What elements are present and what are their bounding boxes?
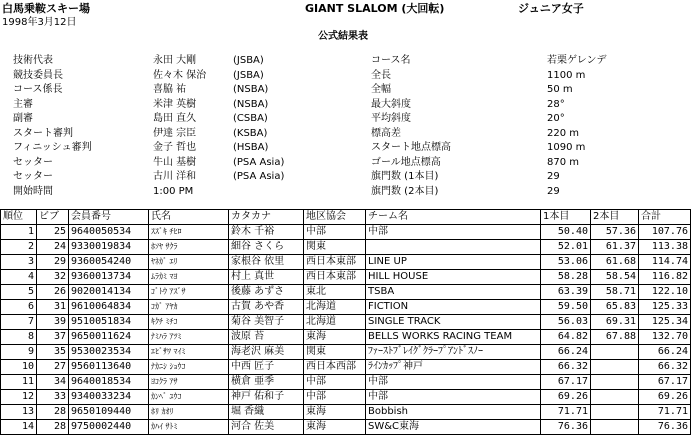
cell-member-no: 9330019834 bbox=[69, 240, 149, 255]
cell-team: 中部 bbox=[366, 225, 541, 240]
cell-region: 西日本東部 bbox=[304, 270, 366, 285]
cell-run1: 59.50 bbox=[541, 300, 591, 315]
cell-name: 後藤 あずさ bbox=[229, 285, 304, 300]
results-table bbox=[0, 209, 691, 435]
cell-name: 海老沢 麻美 bbox=[229, 345, 304, 360]
table-row bbox=[1, 360, 691, 375]
official-association: (NSBA) bbox=[233, 84, 269, 95]
info-row bbox=[13, 69, 693, 84]
cell-rank: 12 bbox=[1, 390, 37, 405]
course-attr-value: 870 m bbox=[547, 156, 580, 168]
cell-total: 107.76 bbox=[639, 225, 691, 240]
course-attr-label: 全幅 bbox=[371, 84, 391, 95]
cell-name: 家根谷 依里 bbox=[229, 255, 304, 270]
official-name: 古川 洋和 bbox=[153, 171, 197, 182]
official-role: セッター bbox=[13, 156, 53, 168]
official-name: 米津 英樹 bbox=[153, 98, 197, 110]
official-name: 金子 哲也 bbox=[153, 142, 197, 153]
cell-run2: 61.68 bbox=[591, 255, 639, 270]
cell-region: 北海道 bbox=[304, 300, 366, 315]
cell-run2: 58.71 bbox=[591, 285, 639, 300]
official-association: (KSBA) bbox=[233, 127, 268, 139]
cell-name: 細谷 さくら bbox=[229, 240, 304, 255]
cell-rank: 11 bbox=[1, 375, 37, 390]
official-role: フィニッシュ審判 bbox=[13, 142, 92, 153]
cell-team: Bobbish bbox=[366, 405, 541, 420]
cell-total: 71.71 bbox=[639, 405, 691, 420]
course-attr-value: 若栗ゲレンデ bbox=[547, 55, 607, 66]
cell-total: 116.82 bbox=[639, 270, 691, 285]
cell-rank: 14 bbox=[1, 420, 37, 435]
course-attr-value: 1100 m bbox=[547, 69, 586, 81]
cell-team: LINE UP bbox=[366, 255, 541, 270]
column-header-bib: ビブ bbox=[37, 210, 69, 225]
cell-run2 bbox=[591, 420, 639, 435]
cell-run2: 61.37 bbox=[591, 240, 639, 255]
cell-total: 132.70 bbox=[639, 330, 691, 345]
cell-run2: 69.31 bbox=[591, 315, 639, 330]
official-association: (PSA Asia) bbox=[233, 171, 285, 182]
cell-member-no: 9360013734 bbox=[69, 270, 149, 285]
course-attr-label: コース名 bbox=[371, 55, 411, 66]
official-association: (NSBA) bbox=[233, 98, 269, 110]
cell-member-no: 9510051834 bbox=[69, 315, 149, 330]
info-row bbox=[13, 83, 693, 98]
cell-total: 66.24 bbox=[639, 345, 691, 360]
cell-name-kana: ﾅｶﾆｼ ｼｮｳｺ bbox=[149, 360, 229, 375]
cell-name: 古賀 あや香 bbox=[229, 300, 304, 315]
course-attr-value: 1090 m bbox=[547, 142, 586, 153]
event-date: 1998年3月12日 bbox=[2, 17, 77, 28]
table-header-row bbox=[1, 210, 691, 225]
cell-team: ﾌｧｰｽﾄﾌﾞﾚｲｸﾞｸﾗｰﾌﾟｱﾝﾄﾞｽﾉｰ bbox=[366, 345, 541, 360]
cell-name-kana: ｶﾝﾍﾞ ﾕｳｺ bbox=[149, 390, 229, 405]
cell-name: 菊谷 美智子 bbox=[229, 315, 304, 330]
column-header-rank: 順位 bbox=[1, 210, 37, 225]
cell-name-kana: ﾎｿﾔ ｻｸﾗ bbox=[149, 240, 229, 255]
course-attr-value: 20° bbox=[547, 113, 565, 124]
cell-run1: 69.26 bbox=[541, 390, 591, 405]
cell-region: 関東 bbox=[304, 240, 366, 255]
official-role: セッター bbox=[13, 171, 53, 182]
cell-bib: 29 bbox=[37, 255, 69, 270]
course-attr-label: 標高差 bbox=[371, 127, 401, 139]
cell-bib: 25 bbox=[37, 225, 69, 240]
table-row bbox=[1, 420, 691, 435]
cell-bib: 26 bbox=[37, 285, 69, 300]
cell-name: 波原 苔 bbox=[229, 330, 304, 345]
cell-member-no: 9020014134 bbox=[69, 285, 149, 300]
course-attr-label: ゴール地点標高 bbox=[371, 156, 441, 168]
cell-bib: 33 bbox=[37, 390, 69, 405]
cell-total: 122.10 bbox=[639, 285, 691, 300]
info-row bbox=[13, 170, 693, 185]
cell-member-no: 9640050534 bbox=[69, 225, 149, 240]
course-attr-label: 旗門数 (1本目) bbox=[371, 171, 439, 182]
course-attr-value: 29 bbox=[547, 171, 560, 182]
cell-rank: 1 bbox=[1, 225, 37, 240]
official-name: 1:00 PM bbox=[153, 185, 194, 197]
official-association: (JSBA) bbox=[233, 69, 264, 81]
cell-team: ﾗｲﾝｶｯﾌﾟ神戸 bbox=[366, 360, 541, 375]
cell-team: SINGLE TRACK bbox=[366, 315, 541, 330]
cell-total: 125.33 bbox=[639, 300, 691, 315]
cell-name-kana: ﾑﾗｶﾐ ﾏﾖ bbox=[149, 270, 229, 285]
table-row bbox=[1, 225, 691, 240]
cell-bib: 39 bbox=[37, 315, 69, 330]
cell-run2 bbox=[591, 405, 639, 420]
cell-bib: 28 bbox=[37, 420, 69, 435]
cell-region: 関東 bbox=[304, 345, 366, 360]
cell-run1: 58.28 bbox=[541, 270, 591, 285]
official-role: コース係長 bbox=[13, 84, 63, 95]
cell-team: HILL HOUSE bbox=[366, 270, 541, 285]
cell-bib: 37 bbox=[37, 330, 69, 345]
cell-region: 東海 bbox=[304, 330, 366, 345]
cell-run2: 65.83 bbox=[591, 300, 639, 315]
cell-name: 堀 香織 bbox=[229, 405, 304, 420]
cell-run1: 63.39 bbox=[541, 285, 591, 300]
cell-run1: 66.24 bbox=[541, 345, 591, 360]
cell-total: 69.26 bbox=[639, 390, 691, 405]
column-header-region: 地区協会 bbox=[304, 210, 366, 225]
cell-name: 神戸 佑和子 bbox=[229, 390, 304, 405]
column-header-name: カタカナ bbox=[229, 210, 304, 225]
table-row bbox=[1, 405, 691, 420]
official-name: 牛山 基樹 bbox=[153, 156, 197, 168]
cell-member-no: 9650011624 bbox=[69, 330, 149, 345]
column-header-run1: 1本目 bbox=[541, 210, 591, 225]
column-header-team: チーム名 bbox=[366, 210, 541, 225]
cell-name: 中西 匠子 bbox=[229, 360, 304, 375]
cell-name: 鈴木 千裕 bbox=[229, 225, 304, 240]
table-row bbox=[1, 345, 691, 360]
official-role: 副審 bbox=[13, 113, 33, 124]
cell-run1: 64.82 bbox=[541, 330, 591, 345]
cell-name-kana: ｺｶﾞ ｱﾔｶ bbox=[149, 300, 229, 315]
official-association: (PSA Asia) bbox=[233, 156, 285, 168]
cell-region: 東北 bbox=[304, 285, 366, 300]
cell-region: 東海 bbox=[304, 405, 366, 420]
cell-run1: 67.17 bbox=[541, 375, 591, 390]
cell-region: 西日本東部 bbox=[304, 255, 366, 270]
cell-member-no: 9560113640 bbox=[69, 360, 149, 375]
cell-member-no: 9360054240 bbox=[69, 255, 149, 270]
official-role: 主審 bbox=[13, 98, 33, 110]
cell-name-kana: ﾎﾘ ｶｵﾘ bbox=[149, 405, 229, 420]
cell-region: 東海 bbox=[304, 420, 366, 435]
cell-total: 113.38 bbox=[639, 240, 691, 255]
info-row bbox=[13, 98, 693, 113]
cell-bib: 35 bbox=[37, 345, 69, 360]
info-row bbox=[13, 127, 693, 142]
official-role: スタート審判 bbox=[13, 127, 73, 139]
course-attr-label: 最大斜度 bbox=[371, 98, 411, 110]
course-attr-value: 28° bbox=[547, 98, 565, 110]
cell-rank: 9 bbox=[1, 345, 37, 360]
cell-rank: 10 bbox=[1, 360, 37, 375]
cell-bib: 31 bbox=[37, 300, 69, 315]
info-row bbox=[13, 112, 693, 127]
cell-total: 114.74 bbox=[639, 255, 691, 270]
cell-run1: 56.03 bbox=[541, 315, 591, 330]
cell-name-kana: ｶﾊｲ ｻﾄﾐ bbox=[149, 420, 229, 435]
official-association: (HSBA) bbox=[233, 142, 269, 153]
cell-run1: 76.36 bbox=[541, 420, 591, 435]
cell-region: 中部 bbox=[304, 390, 366, 405]
cell-team: 中部 bbox=[366, 390, 541, 405]
cell-bib: 34 bbox=[37, 375, 69, 390]
cell-team: 中部 bbox=[366, 375, 541, 390]
official-name: 佐々木 保治 bbox=[153, 69, 207, 81]
table-row bbox=[1, 315, 691, 330]
course-attr-label: 全長 bbox=[371, 69, 391, 81]
table-row bbox=[1, 255, 691, 270]
cell-run2: 58.54 bbox=[591, 270, 639, 285]
cell-total: 67.17 bbox=[639, 375, 691, 390]
cell-name-kana: ｺﾞﾄｳ ｱｽﾞｻ bbox=[149, 285, 229, 300]
cell-team: SW&C東海 bbox=[366, 420, 541, 435]
official-name: 永田 大剛 bbox=[153, 55, 197, 66]
cell-member-no: 9750002440 bbox=[69, 420, 149, 435]
official-association: (CSBA) bbox=[233, 113, 268, 124]
official-name: 喜脇 祐 bbox=[153, 84, 187, 95]
cell-run2 bbox=[591, 375, 639, 390]
info-row bbox=[13, 54, 693, 69]
cell-rank: 7 bbox=[1, 315, 37, 330]
official-role: 開始時間 bbox=[13, 185, 53, 197]
official-role: 競技委員長 bbox=[13, 69, 63, 81]
cell-run2 bbox=[591, 345, 639, 360]
cell-region: 北海道 bbox=[304, 315, 366, 330]
cell-run2 bbox=[591, 390, 639, 405]
cell-total: 66.32 bbox=[639, 360, 691, 375]
column-header-member-no: 会員番号 bbox=[69, 210, 149, 225]
table-row bbox=[1, 270, 691, 285]
cell-member-no: 9530023534 bbox=[69, 345, 149, 360]
column-header-total: 合計 bbox=[639, 210, 691, 225]
cell-run2: 67.88 bbox=[591, 330, 639, 345]
cell-name-kana: ｽｽﾞｷ ﾁﾋﾛ bbox=[149, 225, 229, 240]
cell-name-kana: ｷｸﾁ ﾐﾁｺ bbox=[149, 315, 229, 330]
venue-name: 白馬乗鞍スキー場 bbox=[2, 2, 90, 15]
cell-name-kana: ﾖｺｸﾗ ｱｻ bbox=[149, 375, 229, 390]
cell-rank: 4 bbox=[1, 270, 37, 285]
info-row bbox=[13, 141, 693, 156]
cell-run2 bbox=[591, 360, 639, 375]
official-name: 島田 直久 bbox=[153, 113, 197, 124]
cell-team: BELLS WORKS RACING TEAM bbox=[366, 330, 541, 345]
cell-rank: 8 bbox=[1, 330, 37, 345]
cell-bib: 27 bbox=[37, 360, 69, 375]
cell-name: 村上 真世 bbox=[229, 270, 304, 285]
info-row bbox=[13, 156, 693, 171]
cell-run1: 52.01 bbox=[541, 240, 591, 255]
cell-member-no: 9650109440 bbox=[69, 405, 149, 420]
table-row bbox=[1, 285, 691, 300]
cell-region: 西日本西部 bbox=[304, 360, 366, 375]
cell-name-kana: ｴﾋﾞｻﾜ ﾏｲﾐ bbox=[149, 345, 229, 360]
cell-name: 横倉 亜季 bbox=[229, 375, 304, 390]
cell-run1: 71.71 bbox=[541, 405, 591, 420]
course-attr-label: 平均斜度 bbox=[371, 113, 411, 124]
cell-team: FICTION bbox=[366, 300, 541, 315]
course-attr-label: スタート地点標高 bbox=[371, 142, 451, 153]
cell-member-no: 9610064834 bbox=[69, 300, 149, 315]
table-row bbox=[1, 300, 691, 315]
cell-rank: 6 bbox=[1, 300, 37, 315]
cell-member-no: 9640018534 bbox=[69, 375, 149, 390]
cell-total: 125.34 bbox=[639, 315, 691, 330]
cell-region: 中部 bbox=[304, 225, 366, 240]
cell-rank: 3 bbox=[1, 255, 37, 270]
cell-member-no: 9340033234 bbox=[69, 390, 149, 405]
cell-total: 76.36 bbox=[639, 420, 691, 435]
document-title: 公式結果表 bbox=[318, 31, 368, 42]
cell-name-kana: ﾔﾈｶﾞ ｴﾘ bbox=[149, 255, 229, 270]
course-attr-value: 220 m bbox=[547, 127, 580, 139]
cell-name: 河合 佐美 bbox=[229, 420, 304, 435]
table-row bbox=[1, 375, 691, 390]
course-attr-label: 旗門数 (2本目) bbox=[371, 185, 439, 197]
table-row bbox=[1, 330, 691, 345]
cell-rank: 13 bbox=[1, 405, 37, 420]
cell-rank: 5 bbox=[1, 285, 37, 300]
cell-name-kana: ﾅﾐﾊﾗ ｱﾂﾐ bbox=[149, 330, 229, 345]
cell-team bbox=[366, 240, 541, 255]
cell-run1: 66.32 bbox=[541, 360, 591, 375]
course-attr-value: 29 bbox=[547, 185, 560, 197]
table-row bbox=[1, 390, 691, 405]
cell-rank: 2 bbox=[1, 240, 37, 255]
cell-run1: 53.06 bbox=[541, 255, 591, 270]
cell-run2: 57.36 bbox=[591, 225, 639, 240]
official-association: (JSBA) bbox=[233, 55, 264, 66]
course-attr-value: 50 m bbox=[547, 84, 573, 95]
event-title: GIANT SLALOM (大回転) bbox=[305, 2, 445, 15]
official-role: 技術代表 bbox=[13, 55, 53, 66]
cell-bib: 32 bbox=[37, 270, 69, 285]
column-header-run2: 2本目 bbox=[591, 210, 639, 225]
cell-region: 中部 bbox=[304, 375, 366, 390]
cell-team: TSBA bbox=[366, 285, 541, 300]
info-row bbox=[13, 185, 693, 200]
table-row bbox=[1, 240, 691, 255]
column-header-name-kana: 氏名 bbox=[149, 210, 229, 225]
cell-bib: 28 bbox=[37, 405, 69, 420]
category-label: ジュニア女子 bbox=[518, 2, 584, 15]
cell-run1: 50.40 bbox=[541, 225, 591, 240]
official-name: 伊達 宗臣 bbox=[153, 127, 197, 139]
cell-bib: 24 bbox=[37, 240, 69, 255]
